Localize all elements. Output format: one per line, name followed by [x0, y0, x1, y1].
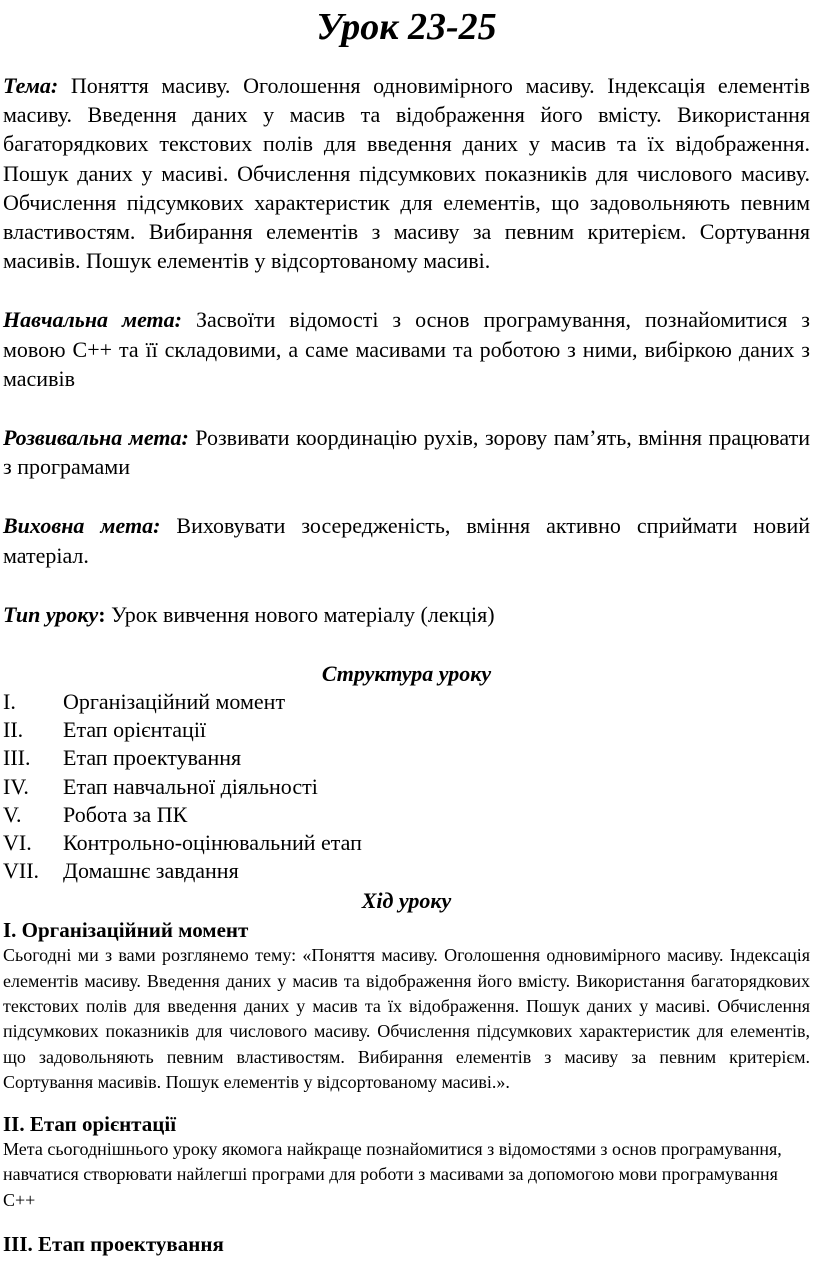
structure-item [3, 688, 810, 716]
developmental-goal-text: Розвивати координацію рухів, зорову пам’ять, вміння працювати з програмами [3, 425, 810, 480]
structure-item-number: VII. [3, 858, 40, 884]
structure-item [3, 801, 810, 829]
structure-list [3, 688, 810, 885]
section-heading-organizational: І. Організаційний момент [3, 918, 249, 943]
lesson-type-paragraph [3, 600, 810, 629]
page-title: Урок 23-25 [316, 6, 497, 48]
topic-paragraph [3, 71, 810, 275]
structure-item-text: Контрольно-оцінювальний етап [63, 829, 362, 855]
structure-item [3, 773, 810, 801]
structure-item-number: III. [3, 745, 31, 771]
structure-item-number: VI. [3, 829, 32, 855]
structure-item-text: Етап орієнтації [63, 717, 207, 743]
structure-item-text: Етап навчальної діяльності [63, 773, 318, 799]
lesson-type-colon: : [98, 601, 106, 627]
lesson-progress-title: Хід уроку [361, 888, 452, 914]
structure-item [3, 857, 810, 885]
lesson-type-text: Урок вивчення нового матеріалу (лекція) [105, 601, 495, 627]
lesson-type-label: Тип уроку [3, 601, 99, 627]
structure-item-text: Організаційний момент [63, 689, 286, 715]
structure-item [3, 744, 810, 772]
learning-goal-text: Засвоїти відомості з основ програмування, познайомитися з мовою С++ та її складовими, а саме масивами та роботою з ними, вибіркою даних з масивів [3, 307, 810, 391]
learning-goal-label: Навчальна мета: [3, 307, 182, 333]
topic-text: Поняття масиву. Оголошення одновимірного масиву. Індексація елементів масиву. Введення даних у масив та відображення його вмісту. Використання багаторядкових текстових полів для введення даних у масив та їх відображення. Пошук даних у масиві. Обчислення підсумкових показників для числового масиву. Обчислення підсумкових характеристик для елементів, що задовольняють певним властивостям. Вибирання елементів з масиву за певним критерієм. Сортування масивів. Пошук елементів у відсортованому масиві. [3, 73, 810, 274]
developmental-goal-label: Розвивальна мета: [3, 425, 189, 451]
structure-title: Структура уроку [321, 661, 492, 687]
structure-item-text: Робота за ПК [63, 801, 188, 827]
structure-item [3, 829, 810, 857]
structure-item-number: II. [3, 717, 24, 743]
section-text-orientation: Мета сьогоднішнього уроку якомога найкраще познайомитися з відомостями з основ програмування, навчатися створювати найлегші програми для роботи з масивами за допомогою мови програмування С++ [3, 1139, 782, 1210]
structure-item-text: Етап проектування [63, 745, 242, 771]
section-heading-orientation: ІІ. Етап орієнтації [3, 1112, 177, 1137]
section-text-organizational: Сьогодні ми з вами розглянемо тему: «Поняття масиву. Оголошення одновимірного масиву. Індексація елементів масиву. Введення даних у масив та відображення його вмісту. Використання багаторядкових текстових полів для введення даних у масив та їх відображення. Пошук даних у масиві. Обчислення підсумкових показників для числового масиву. Обчислення підсумкових характеристик для елементів, що задовольняють певним властивостям. Вибирання елементів з масиву за певним критерієм. Сортування масивів. Пошук елементів у відсортованому масиві.». [3, 945, 810, 1092]
structure-item-number: V. [3, 801, 22, 827]
educational-goal-label: Виховна мета: [3, 513, 161, 539]
section-heading-design: ІІІ. Етап проектування [3, 1232, 224, 1257]
educational-goal-paragraph [3, 511, 810, 569]
learning-goal-paragraph [3, 305, 810, 393]
structure-item-text: Домашнє завдання [63, 858, 239, 884]
educational-goal-text: Виховувати зосередженість, вміння активно сприймати новий матеріал. [3, 513, 811, 568]
topic-label: Тема: [3, 73, 59, 98]
structure-item-number: IV. [3, 773, 29, 799]
structure-item-number: I. [3, 689, 16, 715]
structure-item [3, 716, 810, 744]
developmental-goal-paragraph [3, 423, 810, 481]
